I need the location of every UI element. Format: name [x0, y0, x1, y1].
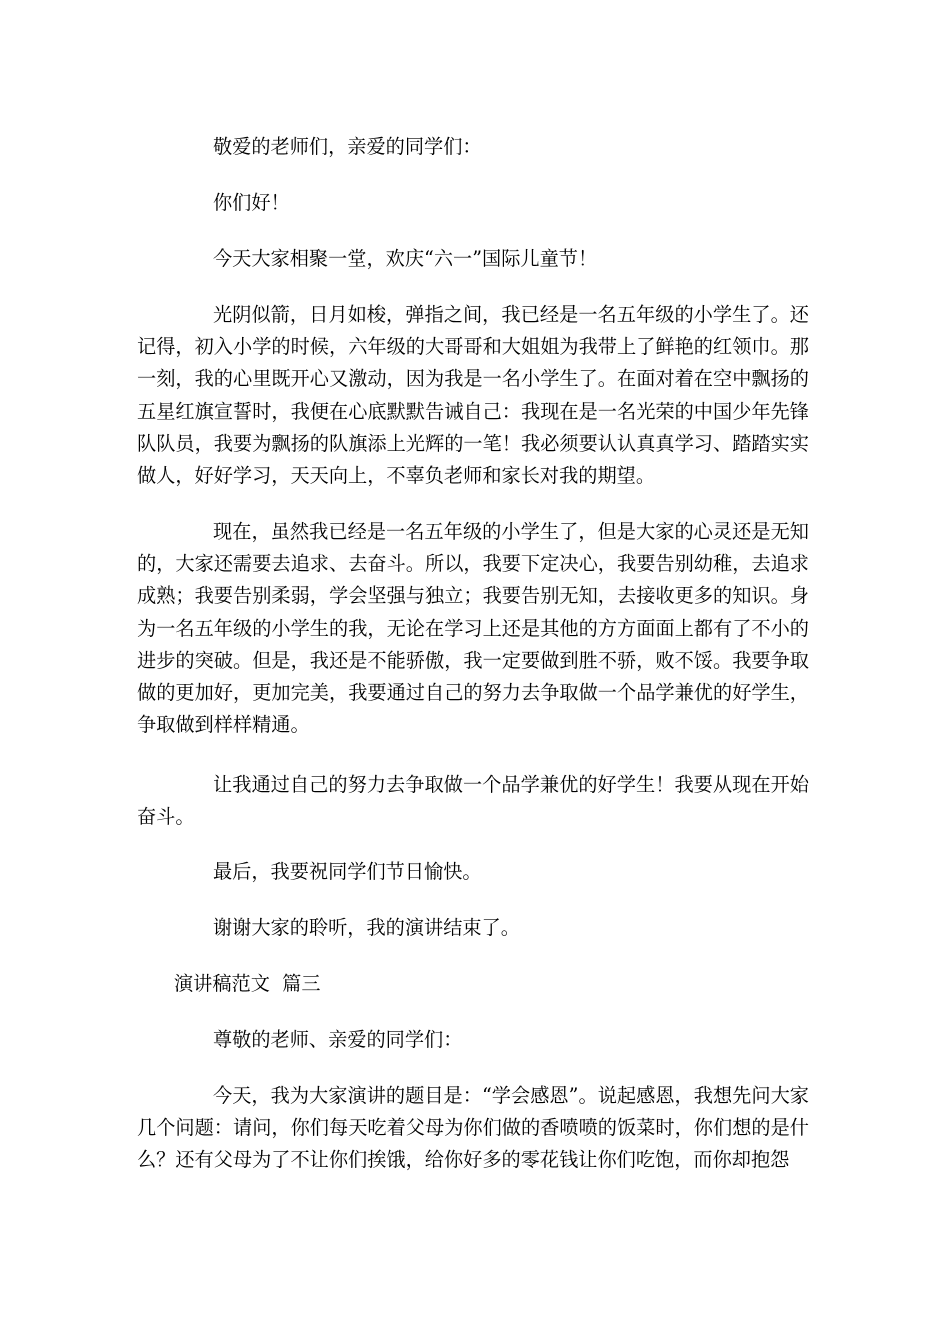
thanks-paragraph: 谢谢大家的聆听，我的演讲结束了。: [213, 916, 520, 939]
body-paragraph-strive: 让我通过自己的努力去争取做一个品学兼优的好学生！我要从现在开始奋斗。: [137, 773, 809, 829]
closing-wish-paragraph: 最后，我要祝同学们节日愉快。: [213, 860, 482, 883]
hello-paragraph: 你们好！: [213, 191, 290, 214]
gratitude-paragraph: 今天，我为大家演讲的题目是：“学会感恩”。说起感恩，我想先问大家几个问题：请问，你们每天吃着父母为你们做的香喷喷的饭菜时，你们想的是什么？还有父母为了不让你们挨饿，给你好多的零花钱让你们吃饱，而你却抱怨: [137, 1084, 809, 1172]
body-paragraph-time-flies: 光阴似箭，日月如梭，弹指之间，我已经是一名五年级的小学生了。还记得，初入小学的时候，六年级的大哥哥和大姐姐为我带上了鲜艳的红领巾。那一刻，我的心里既开心又激动，因为我是一名小学生了。在面对着在空中飘扬的五星红旗宣誓时，我便在心底默默告诫自己：我现在是一名光荣的中国少年先锋队队员，我要为飘扬的队旗添上光辉的一笔！我必须要认认真真学习、踏踏实实做人，好好学习，天天向上，不辜负老师和家长对我的期望。: [137, 303, 809, 488]
section-heading: 演讲稿范文 篇三: [174, 972, 321, 995]
second-greeting-paragraph: 尊敬的老师、亲爱的同学们：: [213, 1028, 463, 1051]
celebration-paragraph: 今天大家相聚一堂，欢庆“六一”国际儿童节！: [213, 247, 598, 270]
body-paragraph-now: 现在，虽然我已经是一名五年级的小学生了，但是大家的心灵还是无知的，大家还需要去追求、去奋斗。所以，我要下定决心，我要告别幼稚，去追求成熟；我要告别柔弱，学会坚强与独立；我要告别无知，去接收更多的知识。身为一名五年级的小学生的我，无论在学习上还是其他的方方面面上都有了不小的进步的突破。但是，我还是不能骄傲，我一定要做到胜不骄，败不馁。我要争取做的更加好，更加完美，我要通过自己的努力去争取做一个品学兼优的好学生，争取做到样样精通。: [137, 520, 809, 737]
greeting-paragraph: 敬爱的老师们，亲爱的同学们：: [213, 135, 482, 158]
